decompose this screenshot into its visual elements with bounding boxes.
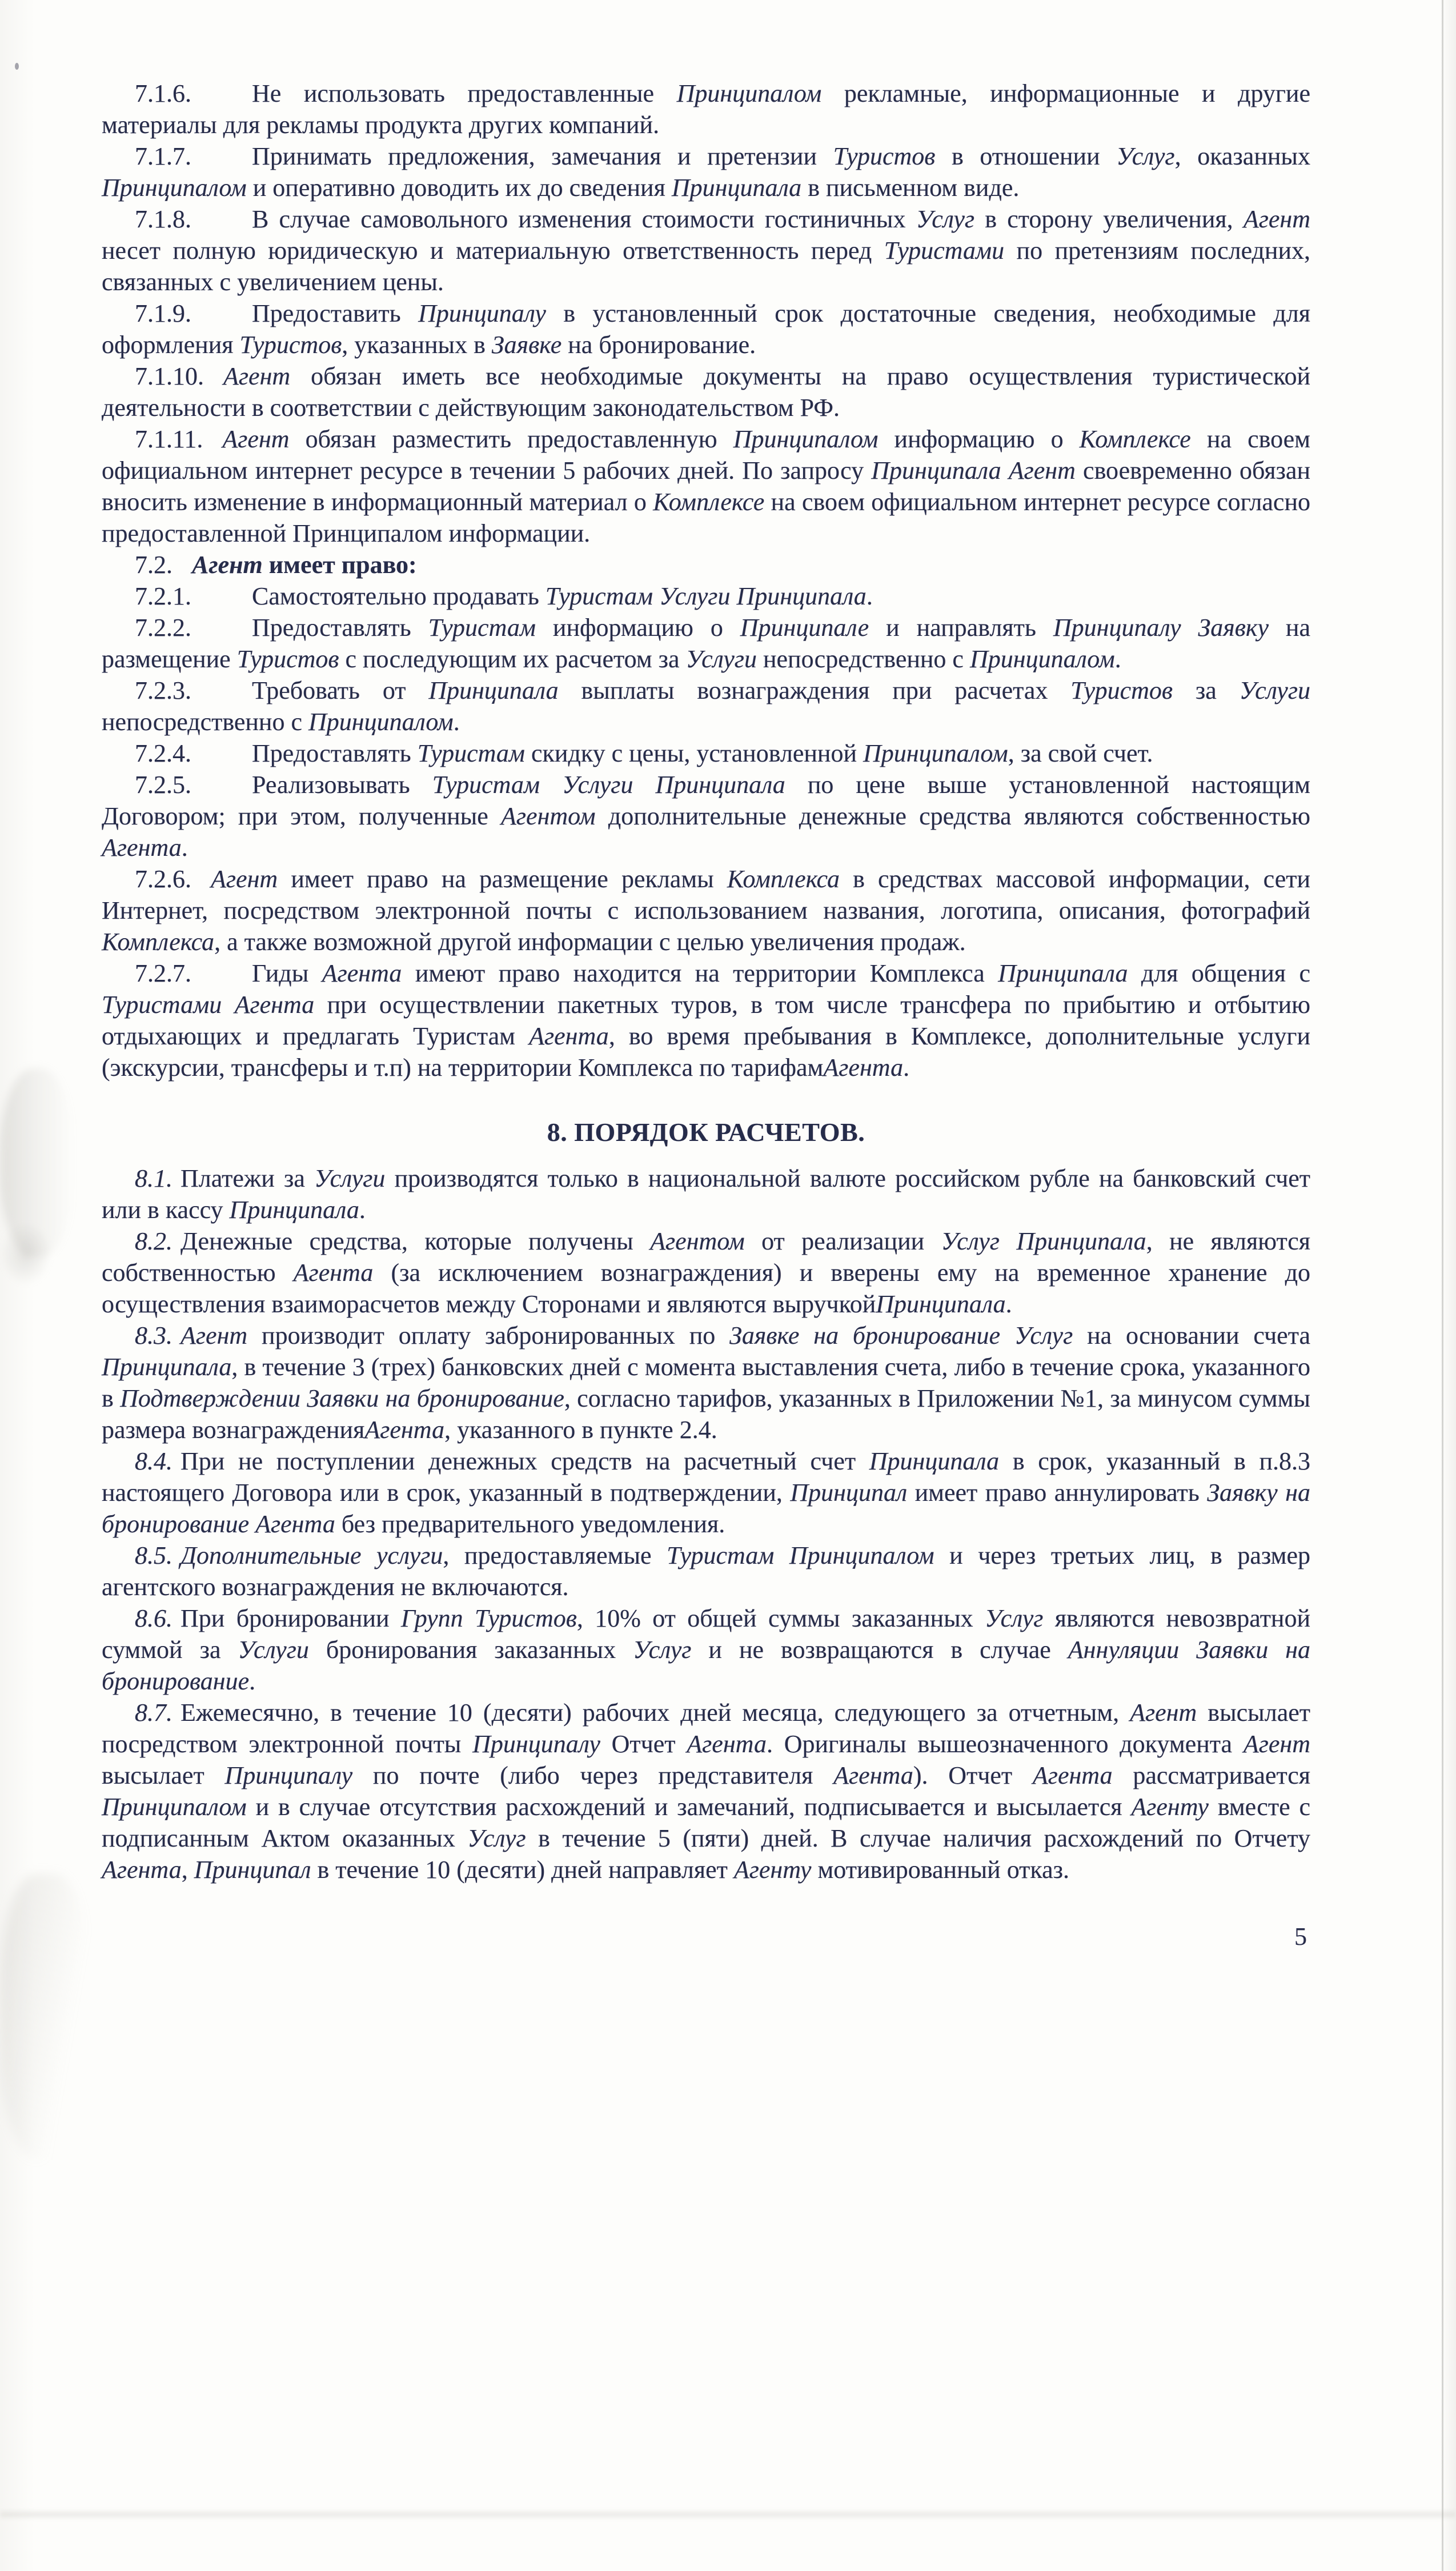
defined-term: Услуг: [985, 1604, 1044, 1632]
tab-space: [191, 761, 252, 762]
defined-term: Услуг: [633, 1636, 692, 1664]
defined-term: Агента: [102, 1856, 182, 1884]
defined-term: Принципалом: [863, 739, 1008, 767]
defined-term: Заявке на бронирование Услуг: [729, 1321, 1073, 1349]
defined-term: Агент: [192, 551, 263, 579]
defined-term: Туристам Услуги Принципала: [545, 582, 867, 610]
text-run: информацию о: [535, 614, 740, 642]
text-run: непосредственно с: [756, 645, 970, 673]
clause-number: 8.3.: [135, 1321, 173, 1349]
defined-term: Принципала: [869, 1447, 1000, 1475]
defined-term: Туристами Агента: [102, 991, 315, 1019]
defined-term: имеет право:: [262, 551, 417, 579]
scan-smudge-left-mid: [0, 1223, 51, 1286]
defined-term: Принципалу: [418, 299, 546, 327]
defined-term: Агенту: [1131, 1793, 1209, 1821]
clause-number: 8.4.: [135, 1447, 173, 1475]
defined-term: Заявку на бронирование Агента: [102, 1479, 1310, 1538]
defined-term: Агента: [322, 959, 402, 987]
defined-term: Услуг: [467, 1824, 526, 1852]
clause-number: 8.2.: [135, 1227, 173, 1255]
text-run: , согласно тарифов, указанных в Приложении №1, за минусом суммы размера вознаграждения: [102, 1384, 1310, 1444]
tab-space: [173, 1720, 181, 1721]
text-run: имеют право находится на территории Комплекса: [402, 959, 998, 987]
text-run: и в случае отсутствия расхождений и замечаний, подписывается и высылается: [246, 1793, 1132, 1821]
defined-term: Услуги: [1239, 676, 1310, 704]
defined-term: Аннуляции Заявки на бронирование: [102, 1636, 1311, 1695]
text-run: и оперативно доводить их до сведения: [246, 174, 672, 202]
defined-term: Принципалом: [733, 425, 879, 453]
defined-term: Агентом: [650, 1227, 745, 1255]
tab-space: [191, 164, 252, 165]
clause-number: 7.2.4.: [135, 739, 191, 767]
paragraph-7.2.6: [102, 863, 1310, 958]
text-run: несет полную юридическую и материальную ответственность перед: [102, 237, 884, 265]
scan-smudge-left-lower: [0, 1874, 91, 2160]
text-run: .: [359, 1196, 366, 1224]
defined-term: Принципал: [194, 1856, 311, 1884]
clause-number: 7.2.6.: [135, 865, 191, 893]
text-run: Предоставить: [252, 299, 419, 327]
defined-term: Агент: [211, 865, 278, 893]
defined-term: Агент: [223, 362, 291, 390]
defined-term: Агента: [293, 1259, 374, 1287]
text-run: В случае самовольного изменения стоимости гостиничных: [252, 205, 916, 233]
text-run: Не использовать предоставленные: [252, 79, 677, 107]
defined-term: Комплексе: [653, 488, 765, 516]
text-run: вместе с подписанным Актом оказанных: [102, 1793, 1310, 1852]
defined-term: Принципала: [876, 1290, 1006, 1318]
tab-space: [173, 1563, 181, 1564]
tab-space: [191, 101, 252, 102]
defined-term: Агент: [181, 1321, 248, 1349]
text-run: на размещение: [102, 614, 1311, 673]
defined-term: Агент: [222, 425, 290, 453]
text-run: и не возвращаются в случае: [691, 1636, 1068, 1664]
text-run: дополнительные денежные средства являются собственностью: [595, 802, 1311, 830]
text-run: Реализовывать: [252, 771, 432, 799]
clause-number: 7.1.10.: [135, 362, 204, 390]
paragraph-8.6: [102, 1603, 1310, 1697]
text-run: Гиды: [252, 959, 322, 987]
text-run: на бронирование.: [561, 331, 756, 359]
paragraph-7.1.9: [102, 298, 1310, 361]
text-run: , не являются собственностью: [102, 1227, 1311, 1287]
defined-term: Принципале: [740, 614, 869, 642]
clause-number: 7.1.9.: [135, 299, 191, 327]
scan-smudge-left-upper: [0, 1068, 74, 1257]
text-run: , оказанных: [1174, 142, 1310, 170]
clause-number: 8.6.: [135, 1604, 173, 1632]
text-run: , указанного в пункте 2.4.: [444, 1416, 717, 1444]
text-run: производит оплату забронированных по: [247, 1321, 730, 1349]
defined-term: Агента: [823, 1054, 904, 1082]
text-run: Предоставлять: [252, 614, 428, 642]
text-run: .: [181, 834, 188, 862]
defined-term: Агент: [1243, 1730, 1310, 1758]
text-run: имеет право на размещение рекламы: [278, 865, 727, 893]
text-run: в средствах массовой информации, сети Интернет, посредством электронной почты с использованием названия, логотипа, описания, фотографий: [102, 865, 1311, 924]
document-body: [102, 78, 1310, 1952]
defined-term: Туристов: [236, 645, 339, 673]
text-run: , а также возможной другой информации с целью увеличения продаж.: [214, 928, 966, 956]
defined-term: Услуг: [1116, 142, 1175, 170]
text-run: мотивированный отказ.: [811, 1856, 1069, 1884]
text-run: с последующим их расчетом за: [339, 645, 686, 673]
defined-term: Комплекса: [727, 865, 840, 893]
defined-term: Принципалу: [224, 1761, 353, 1789]
paragraph-7.2.4: [102, 738, 1310, 769]
text-run: Денежные средства, которые получены: [181, 1227, 651, 1255]
text-run: имеет право аннулировать: [907, 1479, 1208, 1507]
text-run: рекламные, информационные и другие материалы для рекламы продукта других компаний.: [102, 79, 1311, 139]
text-run: производятся только в национальной валюте российском рубле на банковский счет или в кассу: [102, 1164, 1310, 1224]
clause-number: 7.1.8.: [135, 205, 191, 233]
text-run: на основании счета: [1073, 1321, 1310, 1349]
text-run: .: [453, 708, 460, 736]
defined-term: Туристам Принципалом: [667, 1541, 934, 1569]
defined-term: Принципала: [229, 1196, 359, 1224]
defined-term: Агента: [1032, 1761, 1113, 1789]
text-run: и направлять: [869, 614, 1053, 642]
clause-number: 7.2.2.: [135, 614, 191, 642]
defined-term: Принципалом: [102, 1793, 247, 1821]
defined-term: Услуги: [238, 1636, 309, 1664]
scan-speck: [15, 63, 19, 70]
tab-space: [173, 1626, 181, 1627]
paragraph-7.1.7: [102, 141, 1310, 203]
text-run: При бронировании: [181, 1604, 401, 1632]
text-run: бронирования заказанных: [308, 1636, 633, 1664]
text-run: от реализации: [744, 1227, 941, 1255]
text-run: ). Отчет: [913, 1761, 1033, 1789]
text-run: .: [249, 1667, 256, 1695]
text-run: являются невозвратной суммой за: [102, 1604, 1311, 1664]
defined-term: Групп Туристов: [400, 1604, 577, 1632]
text-run: скидку с цены, установленной: [525, 739, 864, 767]
defined-term: Туристами: [884, 237, 1005, 265]
defined-term: Агента: [687, 1730, 767, 1758]
text-run: Самостоятельно продавать: [252, 582, 546, 610]
text-run: , в течение 3 (трех) банковских дней с момента выставления счета, либо в течение срока, указанного в: [102, 1353, 1310, 1412]
text-run: .: [866, 582, 873, 610]
text-run: на своем официальном интернет ресурсе согласно предоставленной Принципалом информации.: [102, 488, 1310, 547]
defined-term: Принципалом: [676, 79, 822, 107]
defined-term: Услуги: [314, 1164, 386, 1192]
scan-edge-line: [1442, 0, 1443, 2571]
text-run: без предварительного уведомления.: [335, 1510, 725, 1538]
text-run: непосредственно с: [102, 708, 309, 736]
defined-term: Агента: [102, 834, 182, 862]
text-run: .: [1005, 1290, 1012, 1318]
defined-term: Туристам: [428, 614, 536, 642]
text-run: Отчет: [600, 1730, 687, 1758]
tab-space: [191, 698, 252, 699]
clause-number: 7.1.6.: [135, 79, 191, 107]
page-number: 5: [1294, 1923, 1307, 1951]
paragraph-8.7: [102, 1697, 1310, 1885]
text-run: Требовать от: [252, 676, 429, 704]
paragraph-7.2.3: [102, 675, 1310, 738]
defined-term: Агент: [1130, 1699, 1197, 1727]
clause-number: 8.5.: [135, 1541, 173, 1569]
text-run: При не поступлении денежных средств на расчетный счет: [181, 1447, 869, 1475]
defined-term: Комплекса: [102, 928, 215, 956]
text-run: ,: [181, 1856, 194, 1884]
defined-term: Агент: [1243, 205, 1310, 233]
text-run: в сторону увеличения,: [974, 205, 1244, 233]
text-run: Принимать предложения, замечания и претензии: [252, 142, 833, 170]
defined-term: Подтверждении Заявки на бронирование: [120, 1384, 564, 1412]
text-run: по цене выше установленной настоящим Договором; при этом, полученные: [102, 771, 1310, 830]
defined-term: Услуги: [685, 645, 757, 673]
clause-number: 8.7.: [135, 1699, 173, 1727]
text-run: .: [1114, 645, 1121, 673]
text-run: в отношении: [935, 142, 1117, 170]
clause-number: 7.2.3.: [135, 676, 191, 704]
text-run: , указанных в: [342, 331, 492, 359]
text-run: информацию о: [878, 425, 1080, 453]
clause-number: 7.2.7.: [135, 959, 191, 987]
defined-term: Принципалу Заявку: [1053, 614, 1269, 642]
clause-number: 7.2.5.: [135, 771, 191, 799]
section-heading: 8. ПОРЯДОК РАСЧЕТОВ.: [547, 1118, 865, 1147]
tab-space: [204, 384, 223, 385]
paragraph-8.4: [102, 1445, 1310, 1540]
text-run: высылает: [102, 1761, 225, 1789]
paragraph-7.2.7: [102, 958, 1310, 1083]
defined-term: Агента: [529, 1022, 609, 1050]
text-run: Предоставлять: [252, 739, 418, 767]
tab-space: [173, 1249, 181, 1250]
paragraph-8.2: [102, 1226, 1310, 1320]
clause-number: 7.1.11.: [135, 425, 203, 453]
text-run: Платежи за: [181, 1164, 315, 1192]
paragraph-7.1.10: [102, 361, 1310, 423]
text-run: в течение 5 (пяти) дней. В случае наличия расхождений по Отчету: [526, 1824, 1310, 1852]
text-run: и через третьих лиц, в размер агентского вознаграждения не включаются.: [102, 1541, 1310, 1601]
clause-number: 7.1.7.: [135, 142, 191, 170]
defined-term: Принципала: [428, 676, 559, 704]
text-run: своевременно обязан вносить изменение в информационный материал о: [102, 456, 1311, 516]
defined-term: Дополнительные услуги: [181, 1541, 443, 1569]
text-run: по почте (либо через представителя: [352, 1761, 834, 1789]
tab-space: [173, 1186, 181, 1187]
text-run: высылает посредством электронной почты: [102, 1699, 1310, 1758]
defined-term: Принципала: [102, 1353, 232, 1381]
defined-term: Принципала: [671, 174, 802, 202]
clause-number: 8.1.: [135, 1164, 173, 1192]
paragraph-7.2: [102, 549, 1310, 580]
text-run: обязан разместить предоставленную: [289, 425, 733, 453]
defined-term: Агент: [1008, 456, 1076, 484]
text-run: на своем официальном интернет ресурсе в течении 5 рабочих дней. По запросу: [102, 425, 1310, 484]
defined-term: Услуг Принципала: [941, 1227, 1146, 1255]
defined-term: Принципалом: [969, 645, 1115, 673]
text-run: Ежемесячно, в течение 10 (десяти) рабочих дней месяца, следующего за отчетным,: [181, 1699, 1130, 1727]
defined-term: Принципалом: [308, 708, 454, 736]
paragraph-7.1.11: [102, 423, 1310, 549]
defined-term: Агента: [833, 1761, 913, 1789]
scan-streak-bottom: [0, 2512, 1456, 2517]
paragraph-8.5: [102, 1540, 1310, 1603]
text-run: при осуществлении пакетных туров, в том числе трансфера по прибытию и отбытию отдыхающих и предлагать Туристам: [102, 991, 1310, 1050]
paragraph-7.2.5: [102, 769, 1310, 863]
paragraph-8.1: [102, 1163, 1310, 1226]
defined-term: Заявке: [491, 331, 562, 359]
text-run: рассматривается: [1112, 1761, 1310, 1789]
defined-term: Принципала: [871, 456, 1001, 484]
defined-term: Принципал: [790, 1479, 908, 1507]
text-run: за: [1173, 676, 1240, 704]
defined-term: Агента: [364, 1416, 445, 1444]
defined-term: Агенту: [733, 1856, 812, 1884]
defined-term: Принципалом: [102, 174, 247, 202]
paragraph-7.2.1: [102, 580, 1310, 612]
clause-number: 7.2.1.: [135, 582, 191, 610]
text-run: в срок, указанный в п.8.3 настоящего Договора или в срок, указанный в подтверждении,: [102, 1447, 1311, 1507]
text-run: .: [903, 1054, 910, 1082]
tab-space: [173, 572, 192, 573]
paragraph-8.3: [102, 1320, 1310, 1445]
text-run: в установленный срок достаточные сведения, необходимые для оформления: [102, 299, 1310, 359]
defined-term: Туристов: [1070, 676, 1173, 704]
defined-term: Агентом: [501, 802, 596, 830]
text-run: (за исключением вознаграждения) и вверены ему на временное хранение до осуществления взаиморасчетов между Сторонами и являются выручкой: [102, 1259, 1310, 1318]
defined-term: Принципала: [998, 959, 1128, 987]
text-run: [1001, 456, 1009, 484]
paragraph-7.1.6: [102, 78, 1310, 141]
text-run: . Оригиналы вышеозначенного документа: [766, 1730, 1244, 1758]
defined-term: Принципалу: [472, 1730, 600, 1758]
text-run: выплаты вознаграждения при расчетах: [558, 676, 1071, 704]
clause-number: 7.2.: [135, 551, 173, 579]
tab-space: [191, 635, 252, 636]
tab-space: [191, 981, 252, 982]
defined-term: Услуг: [916, 205, 975, 233]
defined-term: Туристам: [417, 739, 526, 767]
defined-term: Туристов: [833, 142, 936, 170]
defined-term: Туристов: [239, 331, 342, 359]
text-run: для общения с: [1128, 959, 1310, 987]
text-run: , во время пребывания в Комплексе, дополнительные услуги (экскурсии, трансферы и т.п) на территории Комплекса по тарифам: [102, 1022, 1310, 1082]
text-run: обязан иметь все необходимые документы на право осуществления туристической деятельности в соответствии с действующим законодательством РФ.: [102, 362, 1310, 422]
paragraph-7.1.8: [102, 203, 1310, 298]
defined-term: Туристам Услуги Принципала: [432, 771, 785, 799]
text-run: , предоставляемые: [443, 1541, 667, 1569]
text-run: в течение 10 (десяти) дней направляет: [311, 1856, 734, 1884]
text-run: по претензиям последних, связанных с увеличением цены.: [102, 237, 1311, 296]
tab-space: [191, 792, 252, 793]
text-run: в письменном виде.: [801, 174, 1020, 202]
text-run: , 10% от общей суммы заказанных: [576, 1604, 985, 1632]
paragraph-7.2.2: [102, 612, 1310, 675]
tab-space: [191, 321, 252, 322]
tab-space: [173, 1343, 181, 1344]
defined-term: Комплексе: [1079, 425, 1191, 453]
text-run: , за свой счет.: [1008, 739, 1153, 767]
